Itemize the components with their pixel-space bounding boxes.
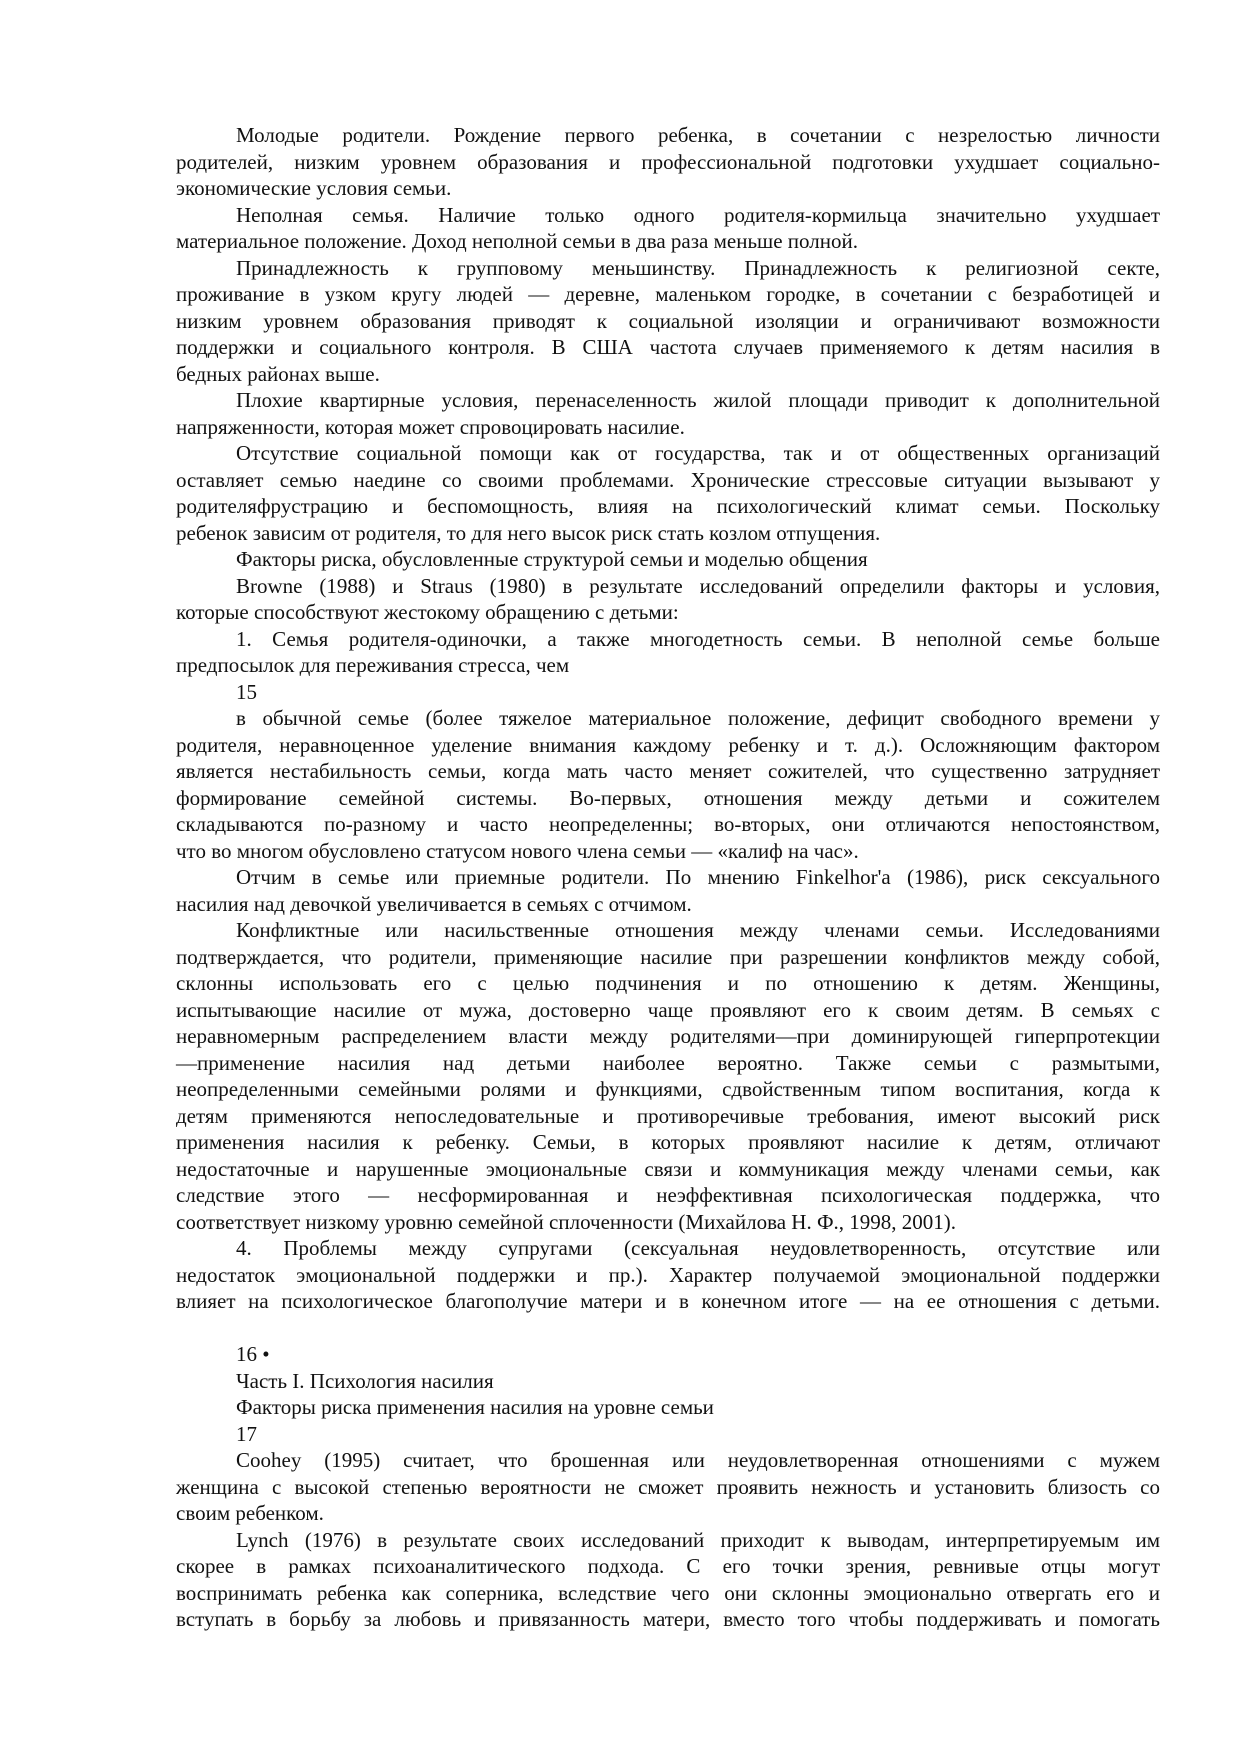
text-line: Факторы риска применения насилия на уровне семьи bbox=[236, 1395, 714, 1419]
text-line: Browne (1988) и Straus (1980) в результате исследований определили факторы и условия, bbox=[236, 573, 1160, 598]
text-line: воспринимать ребенка как соперника, вследствие чего они склонны эмоционально отвергать его и bbox=[176, 1580, 1160, 1605]
text-line: экономические условия семьи. bbox=[176, 176, 452, 200]
text-line: неопределенными семейными ролями и функциями, сдвойственным типом воспитания, когда к bbox=[176, 1077, 1160, 1101]
text-line: испытывающие насилие от мужа, достоверно чаще проявляют его к своим детям. В семьях с bbox=[176, 997, 1160, 1022]
text-line: проживание в узком кругу людей — деревне, маленьком городке, в сочетании с безработицей и bbox=[176, 282, 1160, 306]
text-line: подтверждается, что родители, применяющие насилие при разрешении конфликтов между собой, bbox=[176, 944, 1160, 969]
text-line: детям применяются непоследовательные и противоречивые требования, имеют высокий риск bbox=[176, 1103, 1160, 1128]
text-line: 1. Семья родителя-одиночки, а также многодетность семьи. В неполной семье больше bbox=[236, 626, 1160, 651]
text-line: Lynch (1976) в результате своих исследований приходит к выводам, интерпретируемым им bbox=[236, 1527, 1160, 1552]
text-line: 4. Проблемы между супругами (сексуальная неудовлетворенность, отсутствие или bbox=[236, 1236, 1160, 1260]
text-line: 17 bbox=[236, 1421, 257, 1446]
text-line: Отсутствие социальной помощи как от государства, так и от общественных организаций bbox=[236, 441, 1160, 465]
text-line: материальное положение. Доход неполной семьи в два раза меньше полной. bbox=[176, 229, 858, 253]
text-line: родителей, низким уровнем образования и профессиональной подготовки ухудшает социально- bbox=[176, 149, 1160, 174]
text-line: следствие этого — несформированная и неэффективная психологическая поддержка, что bbox=[176, 1183, 1160, 1207]
text-line: напряженности, которая может спровоцировать насилие. bbox=[176, 414, 685, 439]
text-line: влияет на психологическое благополучие матери и в конечном итоге — на ее отношения с детьми. bbox=[176, 1289, 1160, 1313]
text-line: что во многом обусловлено статусом нового члена семьи — «калиф на час». bbox=[176, 838, 859, 863]
text-line: 16 • bbox=[236, 1342, 270, 1366]
text-line: Принадлежность к групповому меньшинству. Принадлежность к религиозной секте, bbox=[236, 255, 1160, 280]
text-line: родителяфрустрацию и беспомощность, влияя на психологический климат семьи. Поскольку bbox=[176, 494, 1160, 518]
document-page bbox=[176, 122, 1160, 1633]
text-line: недостаточные и нарушенные эмоциональные связи и коммуникация между членами семьи, как bbox=[176, 1156, 1160, 1181]
text-line: женщина с высокой степенью вероятности не сможет проявить нежность и установить близость со bbox=[176, 1474, 1160, 1499]
text-line: —применение насилия над детьми наиболее вероятно. Также семьи с размытыми, bbox=[176, 1050, 1160, 1075]
text-line: Плохие квартирные условия, перенаселенность жилой площади приводит к дополнительной bbox=[236, 388, 1160, 412]
text-line: скорее в рамках психоаналитического подхода. С его точки зрения, ревнивые отцы могут bbox=[176, 1554, 1160, 1578]
text-line: родителя, неравноценное уделение внимания каждому ребенку и т. д.). Осложняющим фактором bbox=[176, 732, 1160, 757]
text-line: оставляет семью наедине со своими проблемами. Хронические стрессовые ситуации вызывают у bbox=[176, 467, 1160, 492]
text-line: Неполная семья. Наличие только одного родителя-кормильца значительно ухудшает bbox=[236, 202, 1160, 227]
text-line: вступать в борьбу за любовь и привязанность матери, вместо того чтобы поддерживать и помогать bbox=[176, 1607, 1160, 1631]
text-line: соответствует низкому уровню семейной сплоченности (Михайлова Н. Ф., 1998, 2001). bbox=[176, 1209, 957, 1234]
text-line: неравномерным распределением власти между родителями—при доминирующей гиперпротекции bbox=[176, 1024, 1160, 1048]
text-line: складываются по-разному и часто неопределенны; во-вторых, они отличаются непостоянством, bbox=[176, 812, 1160, 836]
text-line: насилия над девочкой увеличивается в семьях с отчимом. bbox=[176, 891, 692, 916]
text-line: в обычной семье (более тяжелое материальное положение, дефицит свободного времени у bbox=[236, 706, 1160, 730]
text-line: которые способствуют жестокому обращению с детьми: bbox=[176, 600, 679, 624]
text-line: склонны использовать его с целью подчинения и по отношению к детям. Женщины, bbox=[176, 971, 1160, 995]
text-line: низким уровнем образования приводят к социальной изоляции и ограничивают возможности bbox=[176, 308, 1160, 333]
text-line: 15 bbox=[236, 679, 257, 704]
text-line: применения насилия к ребенку. Семьи, в которых проявляют насилие к детям, отличают bbox=[176, 1130, 1160, 1154]
text-line: недостаток эмоциональной поддержки и пр.). Характер получаемой эмоциональной поддержки bbox=[176, 1262, 1160, 1287]
text-line: формирование семейной системы. Во-первых, отношения между детьми и сожителем bbox=[176, 785, 1160, 810]
text-line: ребенок зависим от родителя, то для него высок риск стать козлом отпущения. bbox=[176, 520, 881, 545]
text-line: Часть I. Психология насилия bbox=[236, 1368, 494, 1393]
text-line: является нестабильность семьи, когда мать часто меняет сожителей, что существенно затрудняет bbox=[176, 759, 1160, 783]
text-line: Coohey (1995) считает, что брошенная или неудовлетворенная отношениями с мужем bbox=[236, 1448, 1160, 1472]
blank-line bbox=[176, 1315, 1160, 1342]
text-line: бедных районах выше. bbox=[176, 361, 380, 386]
text-line: Факторы риска, обусловленные структурой семьи и моделью общения bbox=[236, 547, 868, 571]
text-line: предпосылок для переживания стресса, чем bbox=[176, 653, 570, 677]
text-line: поддержки и социального контроля. В США частота случаев применяемого к детям насилия в bbox=[176, 335, 1160, 359]
text-line: Отчим в семье или приемные родители. По мнению Finkelhor'a (1986), риск сексуального bbox=[236, 865, 1160, 889]
text-line: Конфликтные или насильственные отношения между членами семьи. Исследованиями bbox=[236, 918, 1160, 942]
text-line: своим ребенком. bbox=[176, 1501, 324, 1525]
text-line: Молодые родители. Рождение первого ребенка, в сочетании с незрелостью личности bbox=[236, 123, 1160, 147]
